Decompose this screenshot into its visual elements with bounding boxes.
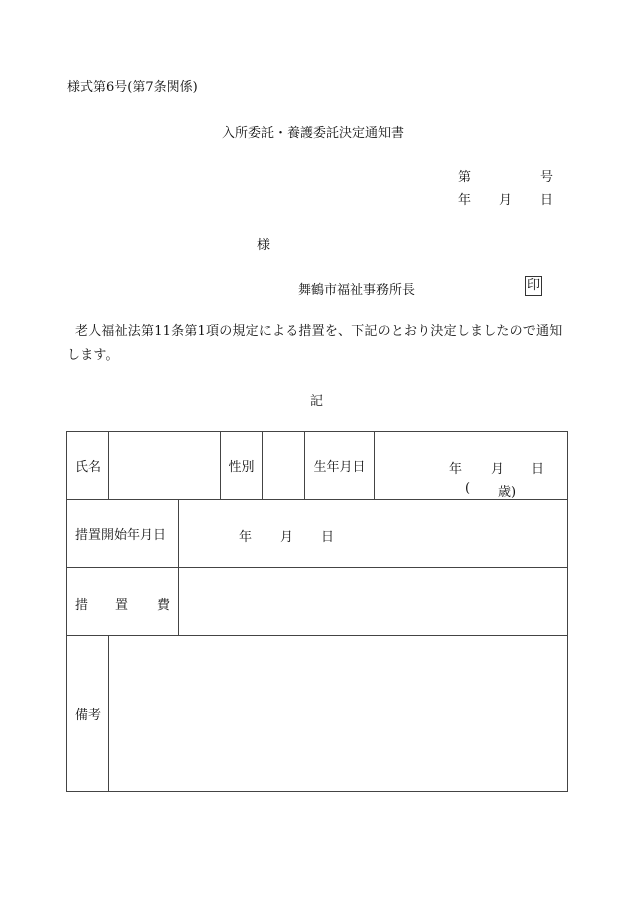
sex-value xyxy=(263,432,305,500)
cost-label-char-2: 置 xyxy=(115,598,129,613)
start-year: 年 xyxy=(239,530,253,545)
dob-day: 日 xyxy=(531,462,545,477)
table-row-cost xyxy=(67,568,568,636)
table-row-name xyxy=(67,432,568,500)
issuer-name: 舞鶴市福祉事務所長 xyxy=(298,283,416,298)
issue-month: 月 xyxy=(499,193,513,208)
document-title: 入所委託・養護委託決定通知書 xyxy=(222,126,405,141)
start-day: 日 xyxy=(321,530,335,545)
dob-label: 生年月日 xyxy=(305,432,375,500)
form-number: 様式第6号(第7条関係) xyxy=(67,80,198,95)
cost-label-char-1: 措 xyxy=(75,598,89,613)
age-open: ( xyxy=(465,481,471,496)
dob-year: 年 xyxy=(449,462,463,477)
sex-label: 性別 xyxy=(221,432,263,500)
start-date-value xyxy=(179,500,568,568)
table-row-start-date xyxy=(67,500,568,568)
cost-label-char-3: 費 xyxy=(157,598,171,613)
name-value xyxy=(109,432,221,500)
table-row-remarks xyxy=(67,636,568,792)
remarks-label: 備考 xyxy=(67,636,109,792)
ki-heading: 記 xyxy=(310,394,324,409)
dob-value xyxy=(375,432,568,500)
start-month: 月 xyxy=(280,530,294,545)
issue-day: 日 xyxy=(540,193,554,208)
number-go: 号 xyxy=(540,170,554,185)
recipient-suffix: 様 xyxy=(257,238,271,253)
cost-label xyxy=(67,568,179,636)
notice-body: 老人福祉法第11条第1項の規定による措置を、下記のとおり決定しましたので通知します。 xyxy=(67,324,563,363)
name-label: 氏名 xyxy=(67,432,109,500)
issue-year: 年 xyxy=(458,193,472,208)
cost-value xyxy=(179,568,568,636)
remarks-value xyxy=(109,636,568,792)
start-date-label: 措置開始年月日 xyxy=(67,500,179,568)
dob-month: 月 xyxy=(491,462,505,477)
number-dai: 第 xyxy=(458,170,472,185)
seal-mark: 印 xyxy=(525,276,542,296)
decision-table xyxy=(66,431,568,792)
age-close: 歳) xyxy=(498,485,517,500)
